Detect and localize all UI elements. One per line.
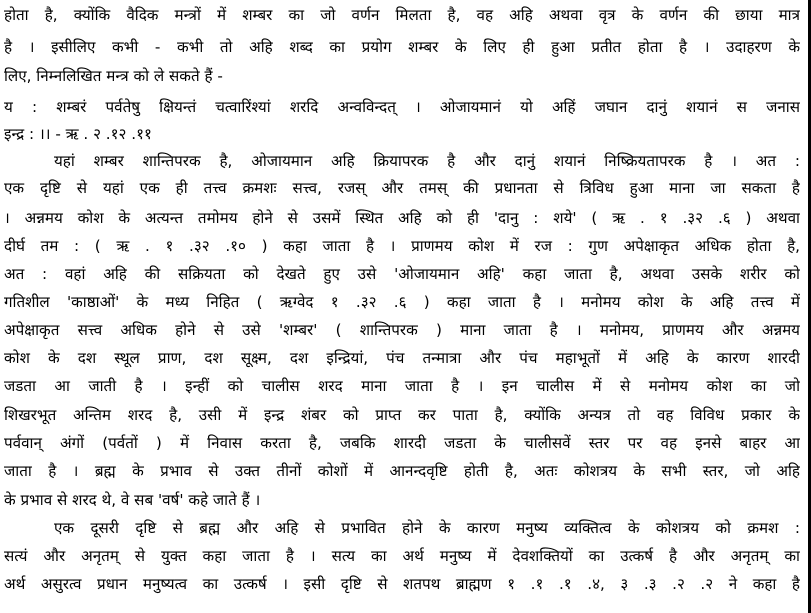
text-line: लिए, निम्नलिखित मन्त्र को ले सकते हैं - (4, 67, 223, 85)
text-line: अपेक्षाकृत सत्त्व अधिक होने से उसे 'शम्बर' ( शान्तिपरक ) माना जाता है । मनोमय, प्राणमय और अन्नमय (4, 321, 800, 339)
mantra-line: य : शम्बरं पर्वतेषु क्षियन्तं चत्वारिंश्यां शरदि अन्वविन्दत् । ओजायमानं यो अहिं जघान दानुं शयानं स जनास (4, 98, 800, 116)
text-line: शिखरभूत अन्तिम शरद है, उसी में इन्द्र शंबर को प्राप्त कर पाता है, क्योंकि अन्यत्र तो वह विविध प्रकार के (4, 406, 800, 424)
paragraph-start: एक दूसरी दृष्टि से ब्रह्म और अहि से प्रभावित होने के कारण मनुष्य व्यक्तित्व के कोशत्रय को क्रमश : (54, 519, 800, 537)
text-line: के प्रभाव से शरद थे, वे सब 'वर्ष' कहे जाते हैं । (4, 491, 261, 509)
paragraph-start: यहां शम्बर शान्तिपरक है, ओजायमान अहि क्रियापरक है और दानुं शयानं निष्क्रियतापरक है । अत : (54, 152, 800, 170)
text-line: पर्ववान् अंगों (पर्वतों ) में निवास करता है, जबकि शारदी जडता के चालीसवें स्तर पर वह इनसे बाहर आ (4, 434, 800, 452)
text-line: अर्थ असुरत्व प्रधान मनुष्यत्व का उत्कर्ष । इसी दृष्टि से शतपथ ब्राह्मण १ .१ .१ .४, ३ .३ .२ .२ ने कहा है (4, 575, 800, 593)
text-line: सत्यं और अनृतम् से युक्त कहा जाता है । सत्य का अर्थ मनुष्य में देवशक्तियों का उत्कर्ष है और अनृतम् का (4, 547, 800, 565)
text-line: एक दृष्टि से यहां एक ही तत्त्व क्रमशः सत्त्व, रजस् और तमस् की प्रधानता से त्रिविध हुआ माना जा सकता है (4, 179, 800, 197)
text-line: गतिशील 'काष्ठाओं' के मध्य निहित ( ऋग्वेद १ .३२ .६ ) कहा जाता है । मनोमय कोश के अहि तत्त्व में (4, 293, 800, 311)
text-line: होता है, क्योंकि वैदिक मन्त्रों में शम्बर का जो वर्णन मिलता है, वह अहि अथवा वृत्र के वर्णन की छाया मात्र (4, 6, 800, 24)
text-line: अत : वहां अहि की सक्रियता को देखते हुए उसे 'ओजायमान अहि' कहा जाता है, अथवा उसके शरीर को (4, 265, 800, 283)
text-line: जडता आ जाती है । इन्हीं को चालीस शरद माना जाता है । इन चालीस में से मनोमय कोश का जो (4, 377, 800, 395)
mantra-citation: इन्द्र : ।। - ऋ . २ .१२ .११ (4, 125, 152, 143)
text-line: । अन्नमय कोश के अत्यन्त तमोमय होने से उसमें स्थित अहि को ही 'दानु : शये' ( ऋ . १ .३२ .६ ) अथवा (4, 209, 800, 227)
text-line: दीर्घ तम : ( ऋ . १ .३२ .१० ) कहा जाता है । प्राणमय कोश में रज : गुण अपेक्षाकृत अधिक होता है, (4, 237, 800, 255)
text-line: जाता है । ब्रह्म के प्रभाव से उक्त तीनों कोशों में आनन्दवृष्टि होती है, अतः कोशत्रय के सभी स्तर, जो अहि (4, 462, 800, 480)
text-line: है । इसीलिए कभी - कभी तो अहि शब्द का प्रयोग शम्बर के लिए ही हुआ प्रतीत होता है । उदाहरण के (4, 38, 800, 56)
text-line: कोश के दश स्थूल प्राण, दश सूक्ष्म, दश इन्द्रियां, पंच तन्मात्रा और पंच महाभूतों में अहि के कारण शारदी (4, 349, 800, 367)
